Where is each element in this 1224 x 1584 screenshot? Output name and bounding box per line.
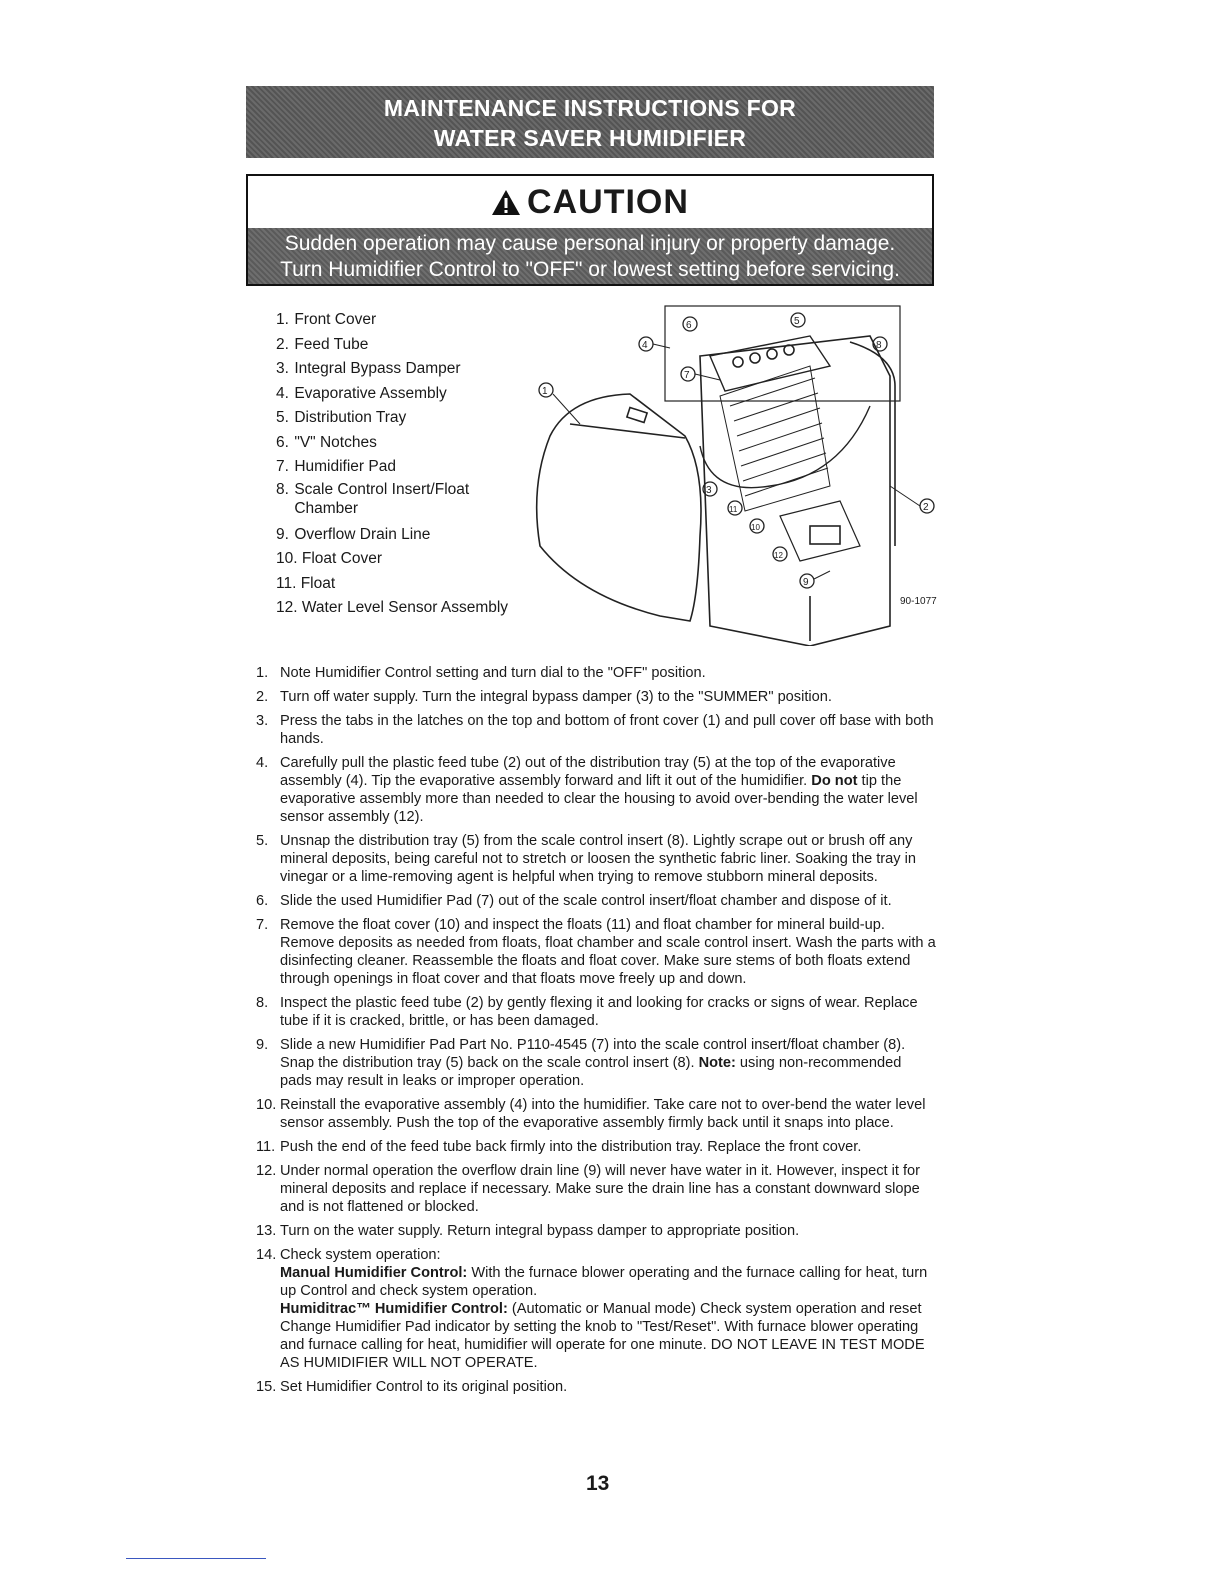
humidifier-exploded-diagram — [510, 296, 940, 646]
callout-8: 8 — [876, 340, 882, 351]
parts-list-item: 7. Humidifier Pad — [276, 458, 396, 475]
parts-list — [276, 308, 526, 621]
step-item: 14. Check system operation: Manual Humidifier Control: With the furnace blower operating and the furnace calling for heat, turn up Control and check system operation. Humiditrac™ Humidifier Control: (Automatic or Manual mode) Check system operation and reset Change Humidifier Pad indicator by setting the knob to "Test/Reset". With furnace blower operating and furnace calling for heat, humidifier will operate for one minute. DO NOT LEAVE IN TEST MODE AS HUMIDIFIER WILL NOT OPERATE. — [256, 1246, 936, 1372]
callout-5: 5 — [794, 316, 800, 327]
step-item: 6. Slide the used Humidifier Pad (7) out of the scale control insert/float chamber and dispose of it. — [256, 893, 892, 909]
callout-11: 11 — [729, 505, 738, 514]
parts-list-item: 10. Float Cover — [276, 550, 382, 567]
parts-list-item: 12. Water Level Sensor Assembly — [276, 599, 509, 616]
callout-12: 12 — [774, 551, 783, 560]
title-line-2: WATER SAVER HUMIDIFIER — [433, 125, 747, 151]
caution-line-1: Sudden operation may cause personal injury or property damage. — [284, 232, 896, 255]
callout-1: 1 — [542, 386, 548, 397]
step-14-manual: Manual Humidifier Control: With the furnace blower operating and the furnace calling for heat, turn up Control and check system operation. — [280, 1265, 928, 1299]
step-item: 15. Set Humidifier Control to its original position. — [256, 1379, 568, 1395]
callout-7: 7 — [684, 370, 690, 381]
callout-4: 4 — [642, 340, 648, 351]
title-line-1: MAINTENANCE INSTRUCTIONS FOR — [383, 95, 797, 121]
caution-message — [248, 228, 932, 284]
step-item: 10. Reinstall the evaporative assembly (4) into the humidifier. Take care not to over-bend the water level sensor assembly. Push the top of the evaporative assembly firmly back until it snaps into place. — [256, 1097, 926, 1131]
page-number: 13 — [586, 1472, 610, 1495]
callout-3: 3 — [706, 485, 712, 496]
step-item: 2. Turn off water supply. Turn the integral bypass damper (3) to the "SUMMER" position. — [256, 689, 832, 705]
parts-list-item: 2. Feed Tube — [276, 335, 369, 353]
caution-header — [248, 176, 932, 228]
callout-9: 9 — [803, 577, 809, 588]
callout-6: 6 — [686, 320, 692, 331]
step-item: 1. Note Humidifier Control setting and turn dial to the "OFF" position. — [256, 665, 706, 681]
warning-triangle-icon — [491, 189, 521, 216]
parts-list-item: 4. Evaporative Assembly — [276, 384, 447, 402]
caution-box — [246, 174, 934, 286]
step-item: 11. Push the end of the feed tube back firmly into the distribution tray. Replace the front cover. — [256, 1139, 862, 1155]
detail-box — [665, 306, 900, 401]
parts-list-item: 11. Float — [276, 574, 336, 592]
step-item: 8. Inspect the plastic feed tube (2) by gently flexing it and looking for cracks or signs of wear. Replace tube if it is cracked, brittle, or has been damaged. — [256, 995, 918, 1029]
step-item: 9. Slide a new Humidifier Pad Part No. P110-4545 (7) into the scale control insert/float chamber (8). Snap the distribution tray (5) back on the scale control insert (8). Note: using non-recommended pads may result in leaks or improper operation. — [256, 1037, 906, 1089]
housing-drawing — [700, 336, 890, 646]
step-item: 13. Turn on the water supply. Return integral bypass damper to appropriate position. — [256, 1223, 800, 1239]
step-14-humiditrac: Humiditrac™ Humidifier Control: (Automatic or Manual mode) Check system operation and reset Change Humidifier Pad indicator by setting the knob to "Test/Reset". With furnace blower operating and furnace calling for heat, humidifier will operate for one minute. DO NOT LEAVE IN TEST MODE AS HUMIDIFIER WILL NOT OPERATE. — [280, 1301, 925, 1371]
step-item: 7. Remove the float cover (10) and inspect the floats (11) and float chamber for mineral build-up. Remove deposits as needed from floats, float chamber and scale control insert. Wash the parts with a disinfecting cleaner. Reassemble the floats and float cover. Make sure stems of both floats extend through openings in float cover and that floats move freely up and down. — [256, 917, 936, 987]
caution-line-2: Turn Humidifier Control to "OFF" or lowest setting before servicing. — [280, 258, 900, 281]
footer-rule — [126, 1558, 266, 1559]
maintenance-steps — [256, 664, 936, 1402]
parts-list-item: 1. Front Cover — [276, 311, 377, 328]
parts-list-item: 3. Integral Bypass Damper — [276, 360, 461, 377]
front-cover-drawing — [537, 394, 701, 621]
step-item: 4. Carefully pull the plastic feed tube (2) out of the distribution tray (5) at the top of the evaporative assembly (4). Tip the evaporative assembly forward and lift it out of the humidifier. Do not tip the evaporative assembly more than needed to clear the housing to avoid over-bending the water level sensor assembly (12). — [256, 755, 918, 825]
step-item: 3. Press the tabs in the latches on the top and bottom of front cover (1) and pull cover off base with both hands. — [256, 713, 934, 747]
callout-2: 2 — [923, 502, 929, 513]
parts-list-item: 8. Scale Control Insert/Float Chamber — [276, 480, 470, 517]
parts-list-item: 9. Overflow Drain Line — [276, 525, 431, 543]
callout-markers — [539, 313, 934, 588]
parts-list-item: 6. "V" Notches — [276, 433, 377, 451]
step-item: 12. Under normal operation the overflow drain line (9) will never have water in it. However, inspect it for mineral deposits and replace if necessary. Make sure the drain line has a constant downward slope and is not flattened or blocked. — [256, 1163, 920, 1215]
caution-title: CAUTION — [527, 182, 689, 221]
parts-list-item: 5. Distribution Tray — [276, 409, 407, 426]
callout-10: 10 — [751, 523, 760, 532]
figure-code: 90-1077 — [900, 596, 937, 607]
step-item: 5. Unsnap the distribution tray (5) from the scale control insert (8). Lightly scrape out or brush off any mineral deposits, being careful not to stretch or loosen the synthetic fabric liner. Soaking the tray in vinegar or a lime-removing agent is helpful when trying to remove stubborn mineral deposits. — [256, 833, 916, 885]
title-banner — [246, 86, 934, 158]
